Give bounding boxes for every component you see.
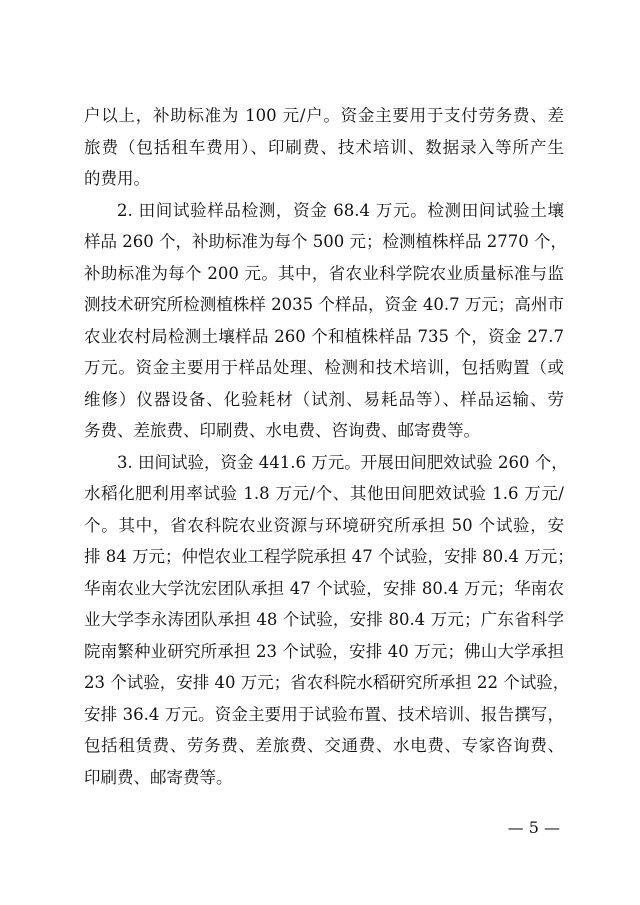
text-line: 农业农村局检测土壤样品 260 个和植株样品 735 个，资金 27.7	[84, 326, 564, 346]
text-line: 万元。资金主要用于样品处理、检测和技术培训，包括购置（或	[84, 358, 564, 377]
text-line: 业大学李永涛团队承担 48 个试验，安排 80.4 万元；广东省科学	[84, 610, 564, 629]
text-line: 包括租赁费、劳务费、差旅费、交通费、水电费、专家咨询费、	[84, 736, 564, 755]
text-line: 样品 260 个，补助标准为每个 500 元；检测植株样品 2770 个，	[84, 232, 567, 251]
text-line: 个。其中，省农科院农业资源与环境研究所承担 50 个试验，安	[84, 515, 564, 535]
text-line: 的费用。	[84, 169, 150, 188]
text-line: 旅费（包括租车费用）、印刷费、技术培训、数据录入等所产生	[84, 137, 564, 157]
text-line: 补助标准为每个 200 元。其中，省农业科学院农业质量标准与监	[84, 263, 564, 283]
text-line: 务费、差旅费、印刷费、水电费、咨询费、邮寄费等。	[84, 421, 480, 440]
section-heading-line: 2. 田间试验样品检测，资金 68.4 万元。检测田间试验土壤	[117, 200, 564, 220]
text-line: 23 个试验，安排 40 万元；省农科院水稻研究所承担 22 个试验，	[84, 673, 570, 692]
text-line: 维修）仪器设备、化验耗材（试剂、易耗品等）、样品运输、劳	[84, 389, 564, 409]
text-line: 华南农业大学沈宏团队承担 47 个试验，安排 80.4 万元；华南农	[84, 578, 564, 598]
text-line: 水稻化肥利用率试验 1.8 万元/个、其他田间肥效试验 1.6 万元/	[84, 484, 564, 503]
text-line: 院南繁种业研究所承担 23 个试验，安排 40 万元；佛山大学承担	[84, 641, 564, 661]
body-text	[84, 100, 574, 793]
text-line: 测技术研究所检测植株样 2035 个样品，资金 40.7 万元；高州市	[84, 295, 564, 314]
page-number: — 5 —	[507, 818, 560, 837]
text-line: 印刷费、邮寄费等。	[84, 767, 233, 787]
text-line: 户以上，补助标准为 100 元/户。资金主要用于支付劳务费、差	[84, 106, 564, 125]
section-heading-line: 3. 田间试验，资金 441.6 万元。开展田间肥效试验 260 个，	[117, 452, 568, 472]
text-line: 排 84 万元；仲恺农业工程学院承担 47 个试验，安排 80.4 万元；	[84, 547, 574, 566]
text-line: 安排 36.4 万元。资金主要用于试验布置、技术培训、报告撰写，	[84, 704, 564, 724]
